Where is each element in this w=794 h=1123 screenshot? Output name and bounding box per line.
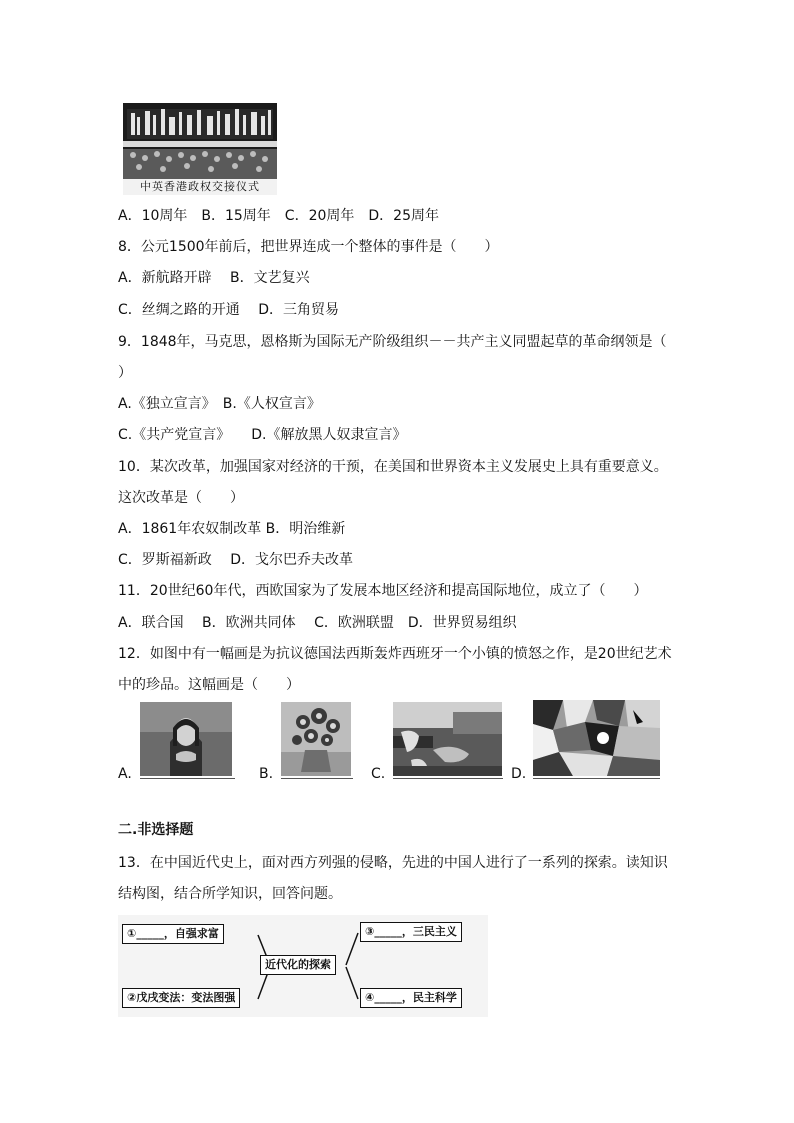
diagram-box-4: ④_____，民主科学 <box>360 988 462 1008</box>
q12-option-d-letter: D. <box>511 766 527 782</box>
guernica-image <box>533 700 660 776</box>
q8-options-line1: A．新航路开辟 B．文艺复兴 <box>118 270 310 286</box>
q9-stem-line2: ） <box>118 365 132 381</box>
q8-options-line2: C．丝绸之路的开通 D．三角贸易 <box>118 302 340 318</box>
option-c-painting <box>393 702 502 776</box>
sunflowers-image <box>281 702 351 776</box>
diagram-box-2: ②戊戌变法：变法图强 <box>122 988 240 1008</box>
q9-options-line2: C.《共产党宣言》 D.《解放黑人奴隶宣言》 <box>118 427 407 443</box>
ceremony-image-drawing <box>123 103 277 179</box>
q10-options-line1: A．1861年农奴制改革 B．明治维新 <box>118 521 346 537</box>
q12-stem-line1: 12．如图中有一幅画是为抗议德国法西斯轰炸西班牙一个小镇的愤怒之作，是20世纪艺术 <box>118 646 672 662</box>
q12-stem-line2: 中的珍品。这幅画是（ ） <box>118 677 300 693</box>
diagram-box-1: ①_____，自强求富 <box>122 924 224 944</box>
option-c-underline <box>393 778 503 779</box>
q7-options: A．10周年 B．15周年 C．20周年 D．25周年 <box>118 208 439 224</box>
knowledge-structure-diagram <box>118 915 488 1017</box>
q13-stem-line1: 13．在中国近代史上，面对西方列强的侵略，先进的中国人进行了一系列的探索。读知识 <box>118 855 668 871</box>
option-d-underline <box>533 778 660 779</box>
q10-stem-line2: 这次改革是（ ） <box>118 490 244 506</box>
q13-stem-line2: 结构图，结合所学知识，回答问题。 <box>118 886 342 902</box>
q9-options-line1: A.《独立宣言》 B.《人权宣言》 <box>118 396 321 412</box>
q11-stem: 11．20世纪60年代，西欧国家为了发展本地区经济和提高国际地位，成立了（ ） <box>118 583 648 599</box>
q10-options-line2: C．罗斯福新政 D．戈尔巴乔夫改革 <box>118 552 354 568</box>
q12-option-b-letter: B. <box>259 766 274 782</box>
option-b-underline <box>281 778 353 779</box>
ceremony-image <box>123 103 277 179</box>
option-a-underline <box>140 778 235 779</box>
mona-lisa-image <box>140 702 232 776</box>
option-b-painting <box>281 702 351 776</box>
option-d-painting <box>533 700 660 776</box>
diagram-box-3: ③_____，三民主义 <box>360 922 462 942</box>
option-a-painting <box>140 702 232 776</box>
diagram-center-box: 近代化的探索 <box>260 955 336 975</box>
q9-stem-line1: 9．1848年，马克思，恩格斯为国际无产阶级组织－－共产主义同盟起草的革命纲领是（ <box>118 334 667 350</box>
q12-option-c-letter: C. <box>371 766 386 782</box>
q10-stem-line1: 10．某次改革，加强国家对经济的干预，在美国和世界资本主义发展史上具有重要意义。 <box>118 459 668 475</box>
melting-clocks-image <box>393 702 502 776</box>
q11-options: A．联合国 B．欧洲共同体 C．欧洲联盟 D．世界贸易组织 <box>118 615 517 631</box>
section-2-title: 二.非选择题 <box>118 822 194 838</box>
handover-ceremony-photo <box>123 103 277 195</box>
photo-caption: 中英香港政权交接仪式 <box>123 179 277 195</box>
q12-option-a-letter: A. <box>118 766 132 782</box>
q8-stem: 8．公元1500年前后，把世界连成一个整体的事件是（ ） <box>118 239 499 255</box>
